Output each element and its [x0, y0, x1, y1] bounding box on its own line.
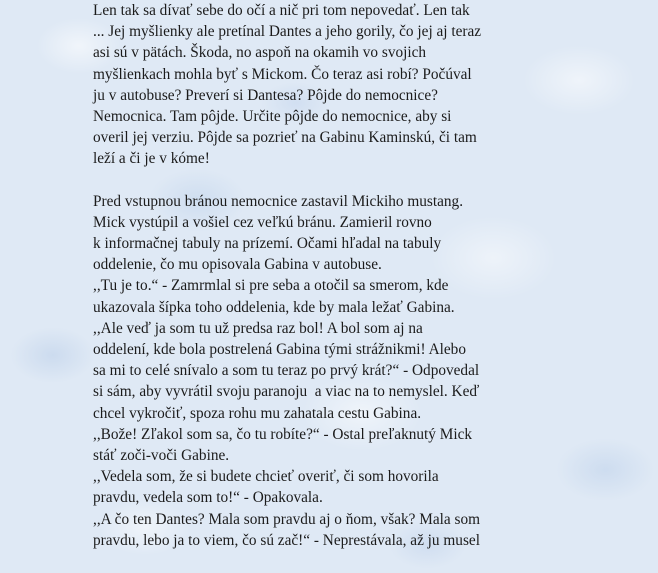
text-line: ju v autobuse? Preverí si Dantesa? Pôjde do nemocnice?: [93, 86, 438, 104]
text-line: ukazovala šípka toho oddelenia, kde by mala ležať Gabina.: [93, 298, 455, 316]
text-line: ,,A čo ten Dantes? Mala som pravdu aj o ňom, však? Mala som: [93, 510, 481, 528]
text-line: Len tak sa dívať sebe do očí a nič pri tom nepovedať. Len tak: [93, 2, 470, 19]
text-line: overil jej verziu. Pôjde sa pozrieť na Gabinu Kaminskú, či tam: [93, 129, 477, 147]
text-line: Nemocnica. Tam pôjde. Určite pôjde do nemocnice, aby si: [93, 107, 452, 125]
text-line: asi sú v pätách. Škoda, no aspoň na okamih vo svojich: [93, 44, 427, 62]
paragraph-1: [93, 0, 633, 170]
text-line: sa mi to celé snívalo a som tu teraz po prvý krát?“ - Odpovedal: [93, 362, 480, 380]
text-line: Mick vystúpil a vošiel cez veľkú bránu. Zamieril rovno: [93, 213, 432, 231]
paragraph-gap: [93, 170, 633, 191]
paragraph-2: [93, 191, 633, 551]
text-line: pravdu, lebo ja to viem, čo sú zač!“ - Neprestávala, až ju musel: [93, 531, 480, 549]
text-line: oddelení, kde bola postrelená Gabina tými strážnikmi! Alebo: [93, 341, 466, 358]
text-line: ,,Vedela som, že si budete chcieť overiť, či som hovorila: [93, 468, 439, 486]
text-line: si sám, aby vyvrátil svoju paranoju a viac na to nemyslel. Keď: [93, 383, 480, 401]
text-line: stáť zoči-voči Gabine.: [93, 446, 230, 464]
text-line: ,,Bože! Zľakol som sa, čo tu robíte?“ - Ostal preľaknutý Mick: [93, 425, 473, 443]
text-line: pravdu, vedela som to!“ - Opakovala.: [93, 489, 323, 507]
text-line: ,,Tu je to.“ - Zamrmlal si pre seba a otočil sa smerom, kde: [93, 277, 449, 295]
text-line: ,,Ale veď ja som tu už predsa raz bol! A bol som aj na: [93, 319, 423, 337]
text-line: chcel vykročiť, spoza rohu mu zahatala cestu Gabina.: [93, 404, 422, 422]
document-page: [93, 0, 633, 551]
text-line: ... Jej myšlienky ale pretínal Dantes a jeho gorily, čo jej aj teraz: [93, 23, 482, 41]
text-line: oddelenie, čo mu opisovala Gabina v autobuse.: [93, 256, 382, 274]
text-line: Pred vstupnou bránou nemocnice zastavil Mickiho mustang.: [93, 192, 464, 210]
text-line: leží a či je v kóme!: [93, 150, 210, 168]
text-line: k informačnej tabuly na prízemí. Očami hľadal na tabuly: [93, 235, 442, 253]
text-line: myšlienkach mohla byť s Mickom. Čo teraz asi robí? Počúval: [93, 65, 472, 83]
